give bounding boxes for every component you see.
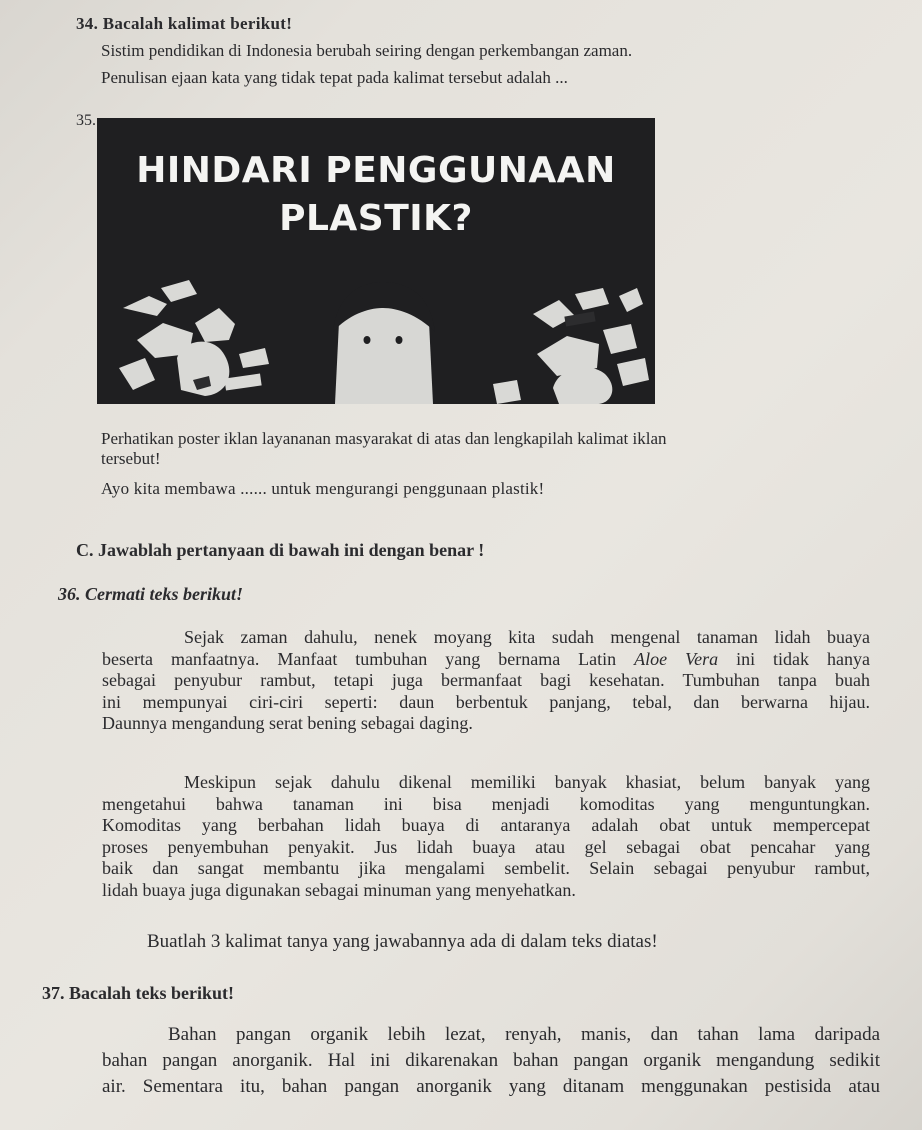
q36-p2-line-1: Meskipun sejak dahulu dikenal memiliki banyak khasiat, belum banyak yang	[184, 772, 870, 792]
q36-p2-line-2: mengetahui bahwa tanaman ini bisa menjadi komoditas yang menguntungkan.	[102, 793, 870, 814]
q35-sentence: Ayo kita membawa ...... untuk mengurangi penggunaan plastik!	[101, 479, 545, 498]
q36-p1-line-2: beserta manfaatnya. Manfaat tumbuhan yang bernama Latin Aloe Vera ini tidak hanya	[102, 648, 870, 669]
plastic-poster	[97, 118, 655, 404]
section-c-heading: C. Jawablah pertanyaan di bawah ini dengan benar !	[76, 540, 485, 560]
poster-title-line-2: PLASTIK?	[279, 198, 473, 239]
q36-paragraph-1	[102, 627, 870, 735]
q36-p2-line-6: lidah buaya juga digunakan sebagai minuman yang menyehatkan.	[102, 879, 576, 900]
q34-question: Penulisan ejaan kata yang tidak tepat pada kalimat tersebut adalah ...	[101, 68, 568, 87]
q35-number: 35.	[76, 112, 96, 129]
q35-instruction-line-1: Perhatikan poster iklan layananan masyarakat di atas dan lengkapilah kalimat iklan	[101, 429, 667, 448]
q36-p1-line-5: Daunnya mengandung serat bening sebagai daging.	[102, 713, 473, 733]
q37-line-1: Bahan pangan organik lebih lezat, renyah, manis, dan tahan lama daripada	[168, 1024, 880, 1045]
q36-p2-line-3: Komoditas yang berbahan lidah buaya di antaranya adalah obat untuk mempercepat	[102, 815, 870, 835]
q36-heading: 36. Cermati teks berikut!	[58, 584, 244, 604]
q36-p1-line-3: sebagai penyubur rambut, tetapi juga bermanfaat bagi kesehatan. Tumbuhan tanpa buah	[102, 670, 870, 690]
q37-line-3: air. Sementara itu, bahan pangan anorganik yang ditanam menggunakan pestisida atau	[102, 1076, 880, 1097]
q34-sentence: Sistim pendidikan di Indonesia berubah seiring dengan perkembangan zaman.	[101, 41, 633, 60]
q36-p2-line-4: proses penyembuhan penyakit. Jus lidah buaya atau gel sebagai obat pencahar yang	[102, 836, 870, 857]
q36-p1-line-1: Sejak zaman dahulu, nenek moyang kita sudah mengenal tanaman lidah buaya	[184, 627, 870, 647]
q37-line-2: bahan pangan anorganik. Hal ini dikarenakan bahan pangan organik mengandung sedikit	[102, 1050, 880, 1071]
plastic-waste-pile-left-icon	[119, 280, 269, 396]
poster-title-line-1: HINDARI PENGGUNAAN	[136, 150, 616, 191]
q36-p2-line-5: baik dan sangat membantu jika mengalami sembelit. Selain sebagai penyubur rambut,	[102, 858, 870, 878]
child-face-icon	[333, 282, 435, 404]
q36-paragraph-2	[102, 772, 870, 901]
q37-heading: 37. Bacalah teks berikut!	[42, 983, 235, 1003]
q34-heading: 34. Bacalah kalimat berikut!	[76, 14, 293, 33]
q37-paragraph	[102, 1022, 880, 1100]
poster-illustration	[97, 118, 655, 404]
q36-p1-line-4: ini mempunyai ciri-ciri seperti: daun berbentuk panjang, tebal, dan berwarna hijau.	[102, 691, 870, 712]
q35-instruction-line-2: tersebut!	[101, 449, 161, 468]
plastic-waste-pile-right-icon	[493, 288, 649, 404]
q36-task: Buatlah 3 kalimat tanya yang jawabannya ada di dalam teks diatas!	[147, 931, 658, 952]
